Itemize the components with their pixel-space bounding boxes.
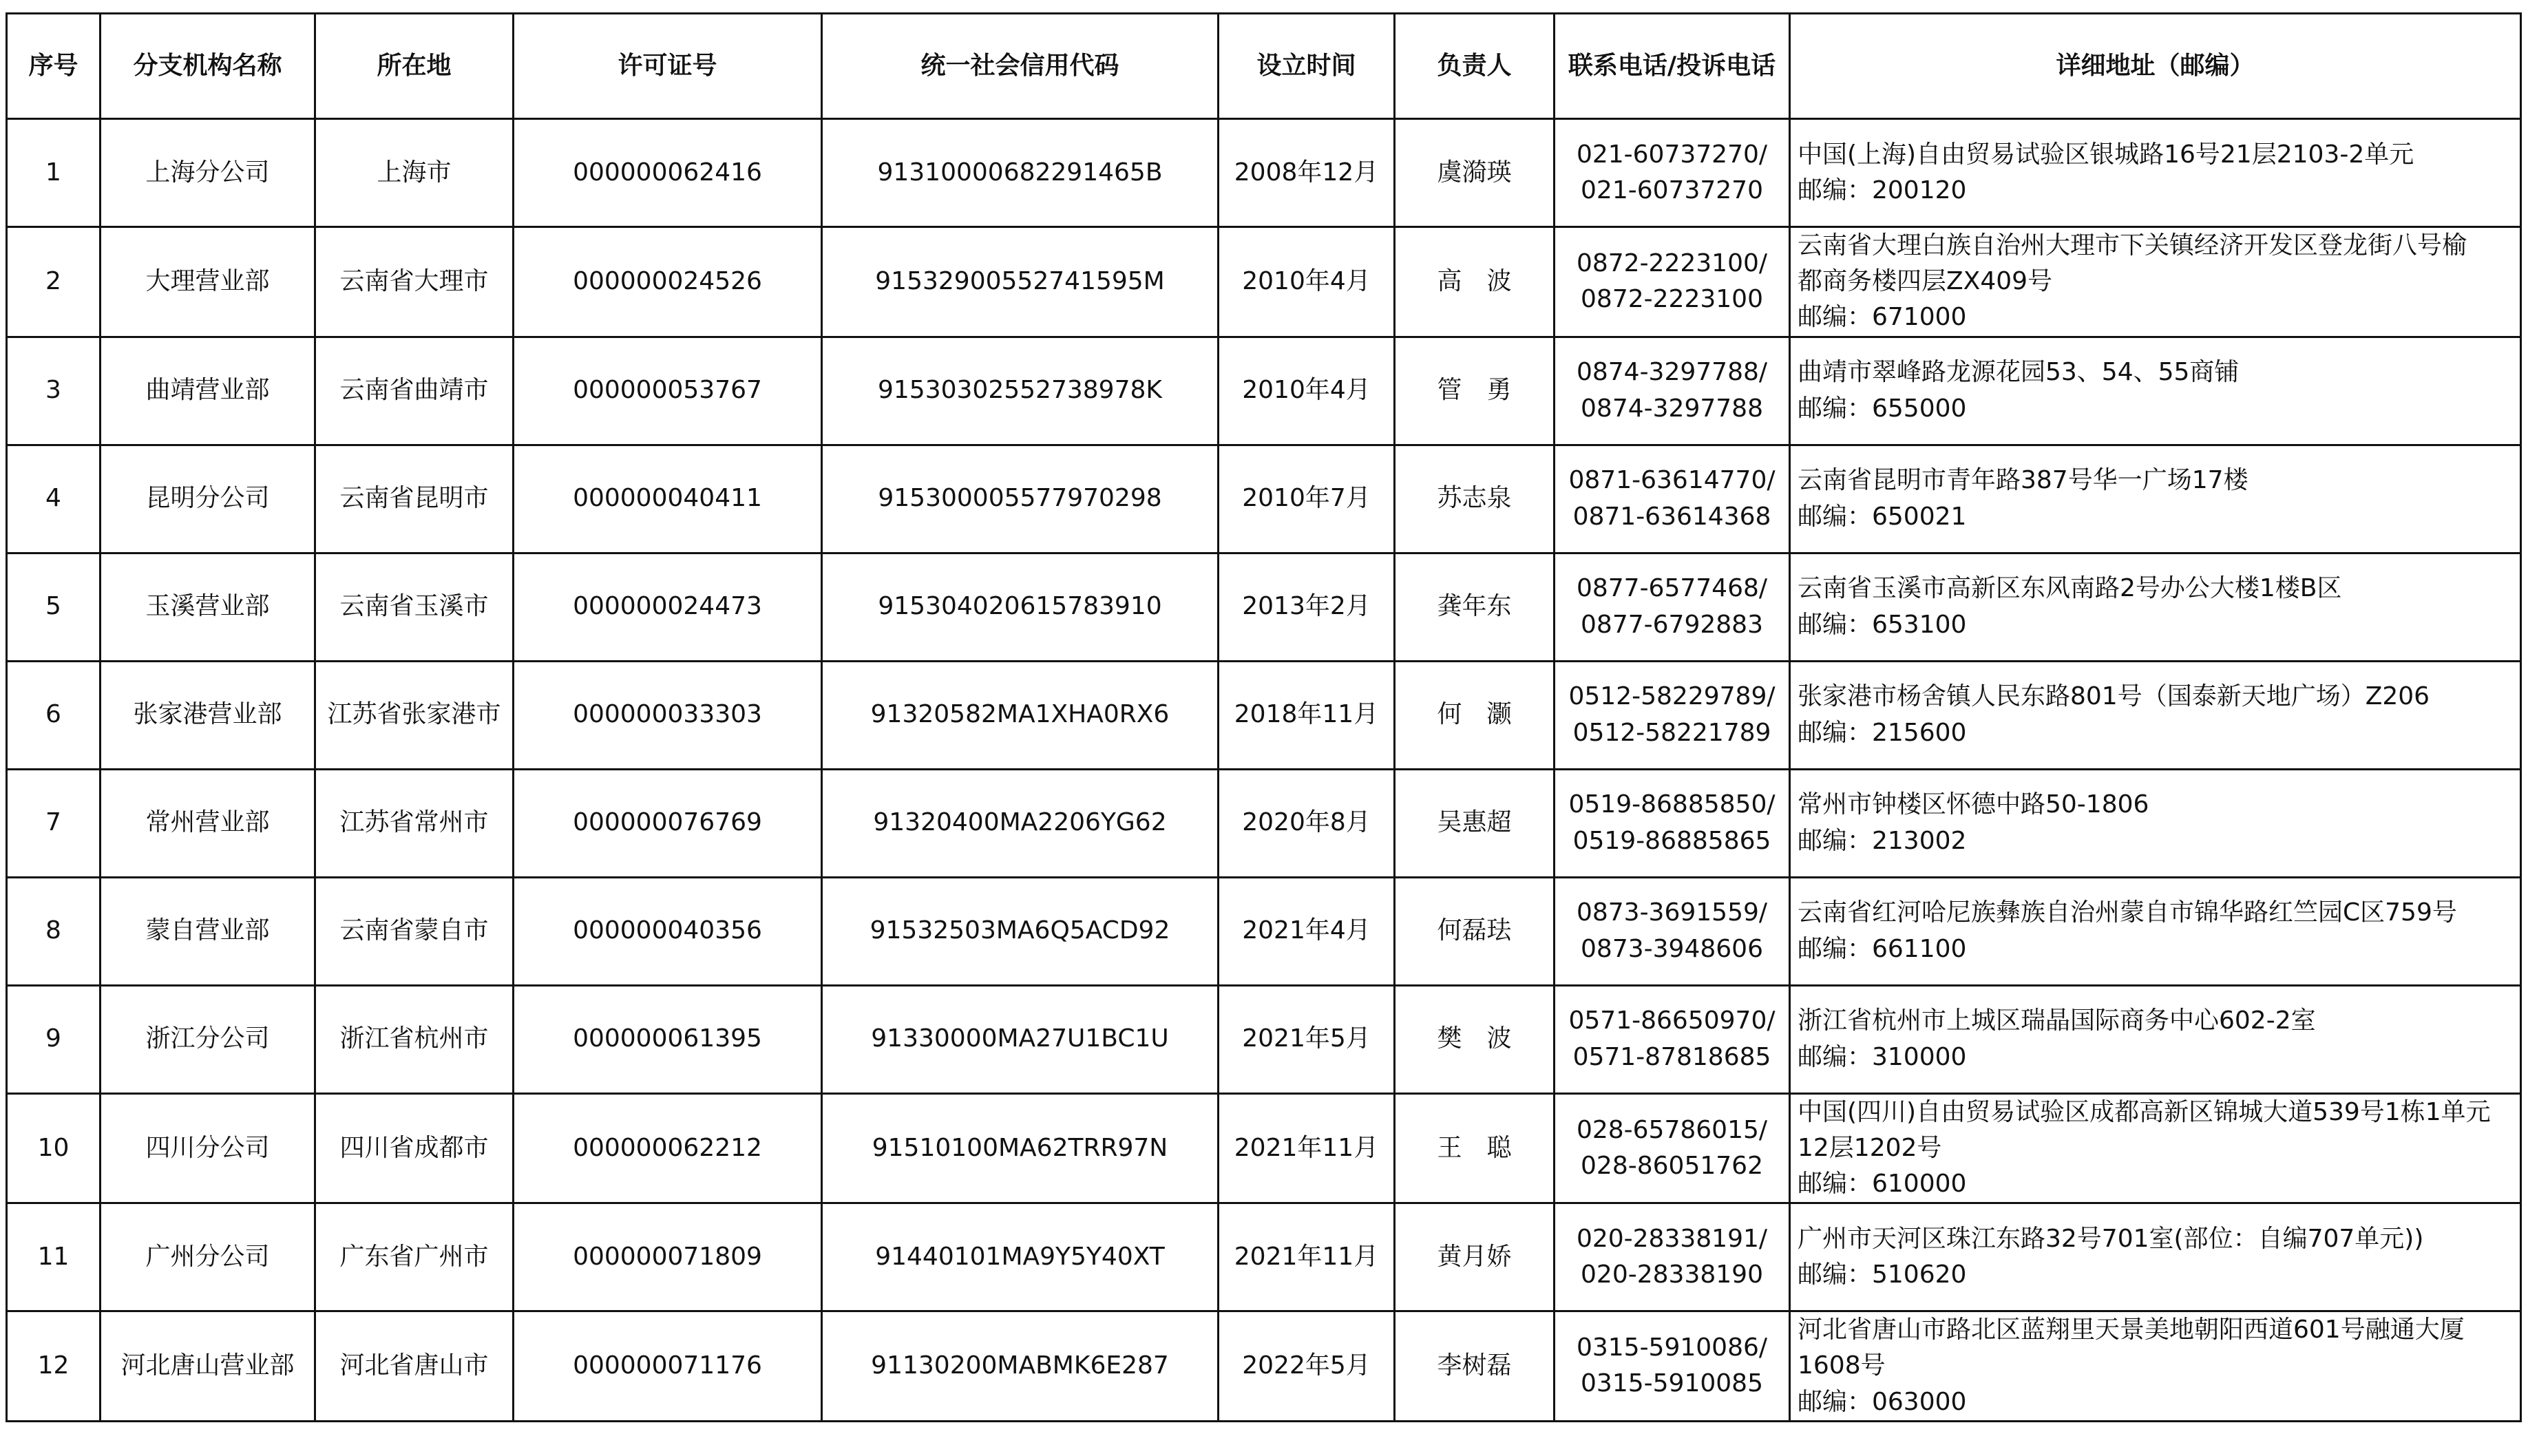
header-cell-phone: 联系电话/投诉电话	[1555, 14, 1790, 119]
cell-no: 10	[7, 1093, 101, 1203]
cell-location: 河北省唐山市	[315, 1311, 514, 1422]
cell-location: 浙江省杭州市	[315, 985, 514, 1093]
address-line: 都商务楼四层ZX409号	[1798, 267, 2053, 296]
cell-branch-name: 昆明分公司	[101, 445, 315, 553]
address-line: 浙江省杭州市上城区瑞晶国际商务中心602-2室	[1798, 1006, 2316, 1035]
cell-date: 2008年12月	[1219, 119, 1395, 227]
cell-license: 000000062416	[514, 119, 822, 227]
cell-date: 2021年11月	[1219, 1093, 1395, 1203]
cell-date: 2021年11月	[1219, 1203, 1395, 1311]
cell-address	[1790, 1203, 2521, 1311]
cell-phone	[1555, 661, 1790, 769]
cell-address	[1790, 553, 2521, 661]
cell-no: 4	[7, 445, 101, 553]
table-row	[7, 227, 2521, 337]
cell-date: 2021年4月	[1219, 877, 1395, 985]
cell-address	[1790, 1093, 2521, 1203]
cell-credit-code: 91330000MA27U1BC1U	[822, 985, 1219, 1093]
cell-license: 000000062212	[514, 1093, 822, 1203]
cell-phone	[1555, 1203, 1790, 1311]
table-row	[7, 553, 2521, 661]
cell-no: 3	[7, 337, 101, 445]
cell-address	[1790, 661, 2521, 769]
address-line: 中国(四川)自由贸易试验区成都高新区锦城大道539号1栋1单元	[1798, 1097, 2491, 1126]
cell-branch-name: 玉溪营业部	[101, 553, 315, 661]
cell-date: 2010年7月	[1219, 445, 1395, 553]
branch-table	[6, 12, 2522, 1422]
cell-address	[1790, 445, 2521, 553]
header-cell-license: 许可证号	[514, 14, 822, 119]
cell-address	[1790, 769, 2521, 877]
cell-branch-name: 上海分公司	[101, 119, 315, 227]
cell-location: 云南省曲靖市	[315, 337, 514, 445]
cell-phone	[1555, 553, 1790, 661]
phone-line: 028-65786015/	[1576, 1115, 1768, 1144]
cell-phone	[1555, 769, 1790, 877]
address-line: 邮编：200120	[1798, 176, 1967, 204]
table-row	[7, 877, 2521, 985]
cell-branch-name: 浙江分公司	[101, 985, 315, 1093]
cell-no: 8	[7, 877, 101, 985]
cell-address	[1790, 119, 2521, 227]
header-row	[7, 14, 2521, 119]
complaint-phone-line: 0512-58221789	[1572, 718, 1771, 747]
address-line: 中国(上海)自由贸易试验区银城路16号21层2103-2单元	[1798, 140, 2414, 169]
address-line: 邮编：215600	[1798, 718, 1967, 747]
phone-line: 0874-3297788/	[1576, 358, 1768, 387]
cell-phone	[1555, 227, 1790, 337]
cell-address	[1790, 1311, 2521, 1422]
cell-date: 2018年11月	[1219, 661, 1395, 769]
cell-date: 2010年4月	[1219, 227, 1395, 337]
cell-license: 000000040411	[514, 445, 822, 553]
cell-credit-code: 91532900552741595M	[822, 227, 1219, 337]
cell-no: 12	[7, 1311, 101, 1422]
cell-credit-code: 91532503MA6Q5ACD92	[822, 877, 1219, 985]
address-line: 云南省红河哈尼族彝族自治州蒙自市锦华路红竺园C区759号	[1798, 898, 2457, 927]
cell-license: 000000033303	[514, 661, 822, 769]
complaint-phone-line: 0571-87818685	[1572, 1042, 1771, 1071]
cell-address	[1790, 227, 2521, 337]
cell-head: 管 勇	[1395, 337, 1555, 445]
cell-credit-code: 91510100MA62TRR97N	[822, 1093, 1219, 1203]
cell-no: 2	[7, 227, 101, 337]
cell-location: 广东省广州市	[315, 1203, 514, 1311]
complaint-phone-line: 0877-6792883	[1581, 610, 1763, 639]
cell-phone	[1555, 1311, 1790, 1422]
cell-credit-code: 91440101MA9Y5Y40XT	[822, 1203, 1219, 1311]
address-line: 邮编：213002	[1798, 826, 1967, 855]
cell-credit-code: 915300005577970298	[822, 445, 1219, 553]
complaint-phone-line: 0315-5910085	[1581, 1369, 1763, 1398]
cell-head: 高 波	[1395, 227, 1555, 337]
header-cell-location: 所在地	[315, 14, 514, 119]
cell-no: 5	[7, 553, 101, 661]
phone-line: 0872-2223100/	[1576, 249, 1768, 278]
cell-location: 江苏省张家港市	[315, 661, 514, 769]
cell-branch-name: 广州分公司	[101, 1203, 315, 1311]
cell-credit-code: 91130200MABMK6E287	[822, 1311, 1219, 1422]
cell-license: 000000071809	[514, 1203, 822, 1311]
cell-credit-code: 91530302552738978K	[822, 337, 1219, 445]
cell-branch-name: 张家港营业部	[101, 661, 315, 769]
cell-address	[1790, 877, 2521, 985]
cell-head: 樊 波	[1395, 985, 1555, 1093]
phone-line: 0512-58229789/	[1568, 682, 1776, 711]
cell-credit-code: 91310000682291465B	[822, 119, 1219, 227]
address-line: 云南省玉溪市高新区东风南路2号办公大楼1楼B区	[1798, 574, 2342, 603]
cell-head: 吴惠超	[1395, 769, 1555, 877]
phone-line: 0877-6577468/	[1576, 574, 1768, 603]
address-line: 张家港市杨舍镇人民东路801号（国泰新天地广场）Z206	[1798, 682, 2430, 711]
cell-date: 2010年4月	[1219, 337, 1395, 445]
header-cell-date: 设立时间	[1219, 14, 1395, 119]
address-line: 12层1202号	[1798, 1133, 1942, 1162]
cell-credit-code: 915304020615783910	[822, 553, 1219, 661]
address-line: 邮编：655000	[1798, 394, 1967, 423]
address-line: 邮编：671000	[1798, 303, 1967, 332]
cell-head: 虞漪瑛	[1395, 119, 1555, 227]
header-cell-head: 负责人	[1395, 14, 1555, 119]
cell-location: 上海市	[315, 119, 514, 227]
cell-credit-code: 91320582MA1XHA0RX6	[822, 661, 1219, 769]
cell-branch-name: 河北唐山营业部	[101, 1311, 315, 1422]
cell-head: 龚年东	[1395, 553, 1555, 661]
complaint-phone-line: 021-60737270	[1581, 176, 1763, 204]
cell-phone	[1555, 445, 1790, 553]
header-cell-credit-code: 统一社会信用代码	[822, 14, 1219, 119]
address-line: 邮编：310000	[1798, 1042, 1967, 1071]
address-line: 云南省大理白族自治州大理市下关镇经济开发区登龙街八号榆	[1798, 231, 2467, 260]
complaint-phone-line: 020-28338190	[1581, 1260, 1763, 1289]
cell-head: 何 灏	[1395, 661, 1555, 769]
cell-location: 云南省玉溪市	[315, 553, 514, 661]
cell-date: 2021年5月	[1219, 985, 1395, 1093]
complaint-phone-line: 0519-86885865	[1572, 826, 1771, 855]
address-line: 常州市钟楼区怀德中路50-1806	[1798, 790, 2149, 819]
cell-license: 000000024526	[514, 227, 822, 337]
cell-location: 云南省蒙自市	[315, 877, 514, 985]
address-line: 云南省昆明市青年路387号华一广场17楼	[1798, 466, 2248, 495]
cell-no: 9	[7, 985, 101, 1093]
table-row	[7, 1203, 2521, 1311]
address-line: 邮编：661100	[1798, 934, 1967, 963]
cell-branch-name: 曲靖营业部	[101, 337, 315, 445]
table-row	[7, 985, 2521, 1093]
cell-phone	[1555, 985, 1790, 1093]
address-line: 邮编：510620	[1798, 1260, 1967, 1289]
complaint-phone-line: 0873-3948606	[1581, 934, 1763, 963]
table-row	[7, 769, 2521, 877]
header-cell-address: 详细地址（邮编）	[1790, 14, 2521, 119]
phone-line: 0571-86650970/	[1568, 1006, 1776, 1035]
cell-no: 1	[7, 119, 101, 227]
cell-date: 2020年8月	[1219, 769, 1395, 877]
phone-line: 020-28338191/	[1576, 1224, 1768, 1253]
complaint-phone-line: 028-86051762	[1581, 1151, 1763, 1180]
address-line: 曲靖市翠峰路龙源花园53、54、55商铺	[1798, 358, 2240, 387]
table-row	[7, 661, 2521, 769]
cell-phone	[1555, 337, 1790, 445]
cell-head: 黄月娇	[1395, 1203, 1555, 1311]
cell-credit-code: 91320400MA2206YG62	[822, 769, 1219, 877]
phone-line: 0871-63614770/	[1568, 466, 1776, 495]
phone-line: 0315-5910086/	[1576, 1333, 1768, 1362]
complaint-phone-line: 0872-2223100	[1581, 285, 1763, 314]
phone-line: 0873-3691559/	[1576, 898, 1768, 927]
cell-address	[1790, 337, 2521, 445]
header-cell-name: 分支机构名称	[101, 14, 315, 119]
complaint-phone-line: 0874-3297788	[1581, 394, 1763, 423]
cell-branch-name: 大理营业部	[101, 227, 315, 337]
phone-line: 021-60737270/	[1576, 140, 1768, 169]
cell-phone	[1555, 119, 1790, 227]
cell-date: 2022年5月	[1219, 1311, 1395, 1422]
address-line: 邮编：653100	[1798, 610, 1967, 639]
cell-head: 李树磊	[1395, 1311, 1555, 1422]
cell-license: 000000061395	[514, 985, 822, 1093]
cell-head: 王 聪	[1395, 1093, 1555, 1203]
cell-phone	[1555, 1093, 1790, 1203]
table-row	[7, 1311, 2521, 1422]
cell-location: 四川省成都市	[315, 1093, 514, 1203]
cell-branch-name: 四川分公司	[101, 1093, 315, 1203]
cell-address	[1790, 985, 2521, 1093]
cell-license: 000000076769	[514, 769, 822, 877]
phone-line: 0519-86885850/	[1568, 790, 1776, 819]
address-line: 邮编：610000	[1798, 1169, 1967, 1198]
cell-location: 江苏省常州市	[315, 769, 514, 877]
address-line: 邮编：650021	[1798, 502, 1967, 531]
cell-location: 云南省大理市	[315, 227, 514, 337]
cell-head: 苏志泉	[1395, 445, 1555, 553]
cell-location: 云南省昆明市	[315, 445, 514, 553]
cell-license: 000000024473	[514, 553, 822, 661]
cell-license: 000000071176	[514, 1311, 822, 1422]
address-line: 邮编：063000	[1798, 1387, 1967, 1416]
cell-phone	[1555, 877, 1790, 985]
cell-license: 000000053767	[514, 337, 822, 445]
cell-license: 000000040356	[514, 877, 822, 985]
cell-no: 11	[7, 1203, 101, 1311]
address-line: 1608号	[1798, 1351, 1886, 1380]
address-line: 广州市天河区珠江东路32号701室(部位：自编707单元))	[1798, 1224, 2424, 1253]
cell-date: 2013年2月	[1219, 553, 1395, 661]
table-row	[7, 119, 2521, 227]
address-line: 河北省唐山市路北区蓝翔里天景美地朝阳西道601号融通大厦	[1798, 1316, 2465, 1344]
cell-branch-name: 蒙自营业部	[101, 877, 315, 985]
table-row	[7, 445, 2521, 553]
table-row	[7, 1093, 2521, 1203]
cell-no: 6	[7, 661, 101, 769]
complaint-phone-line: 0871-63614368	[1572, 502, 1771, 531]
header-cell-no: 序号	[7, 14, 101, 119]
table-body	[7, 119, 2521, 1422]
cell-no: 7	[7, 769, 101, 877]
table-row	[7, 337, 2521, 445]
cell-branch-name: 常州营业部	[101, 769, 315, 877]
cell-head: 何磊珐	[1395, 877, 1555, 985]
